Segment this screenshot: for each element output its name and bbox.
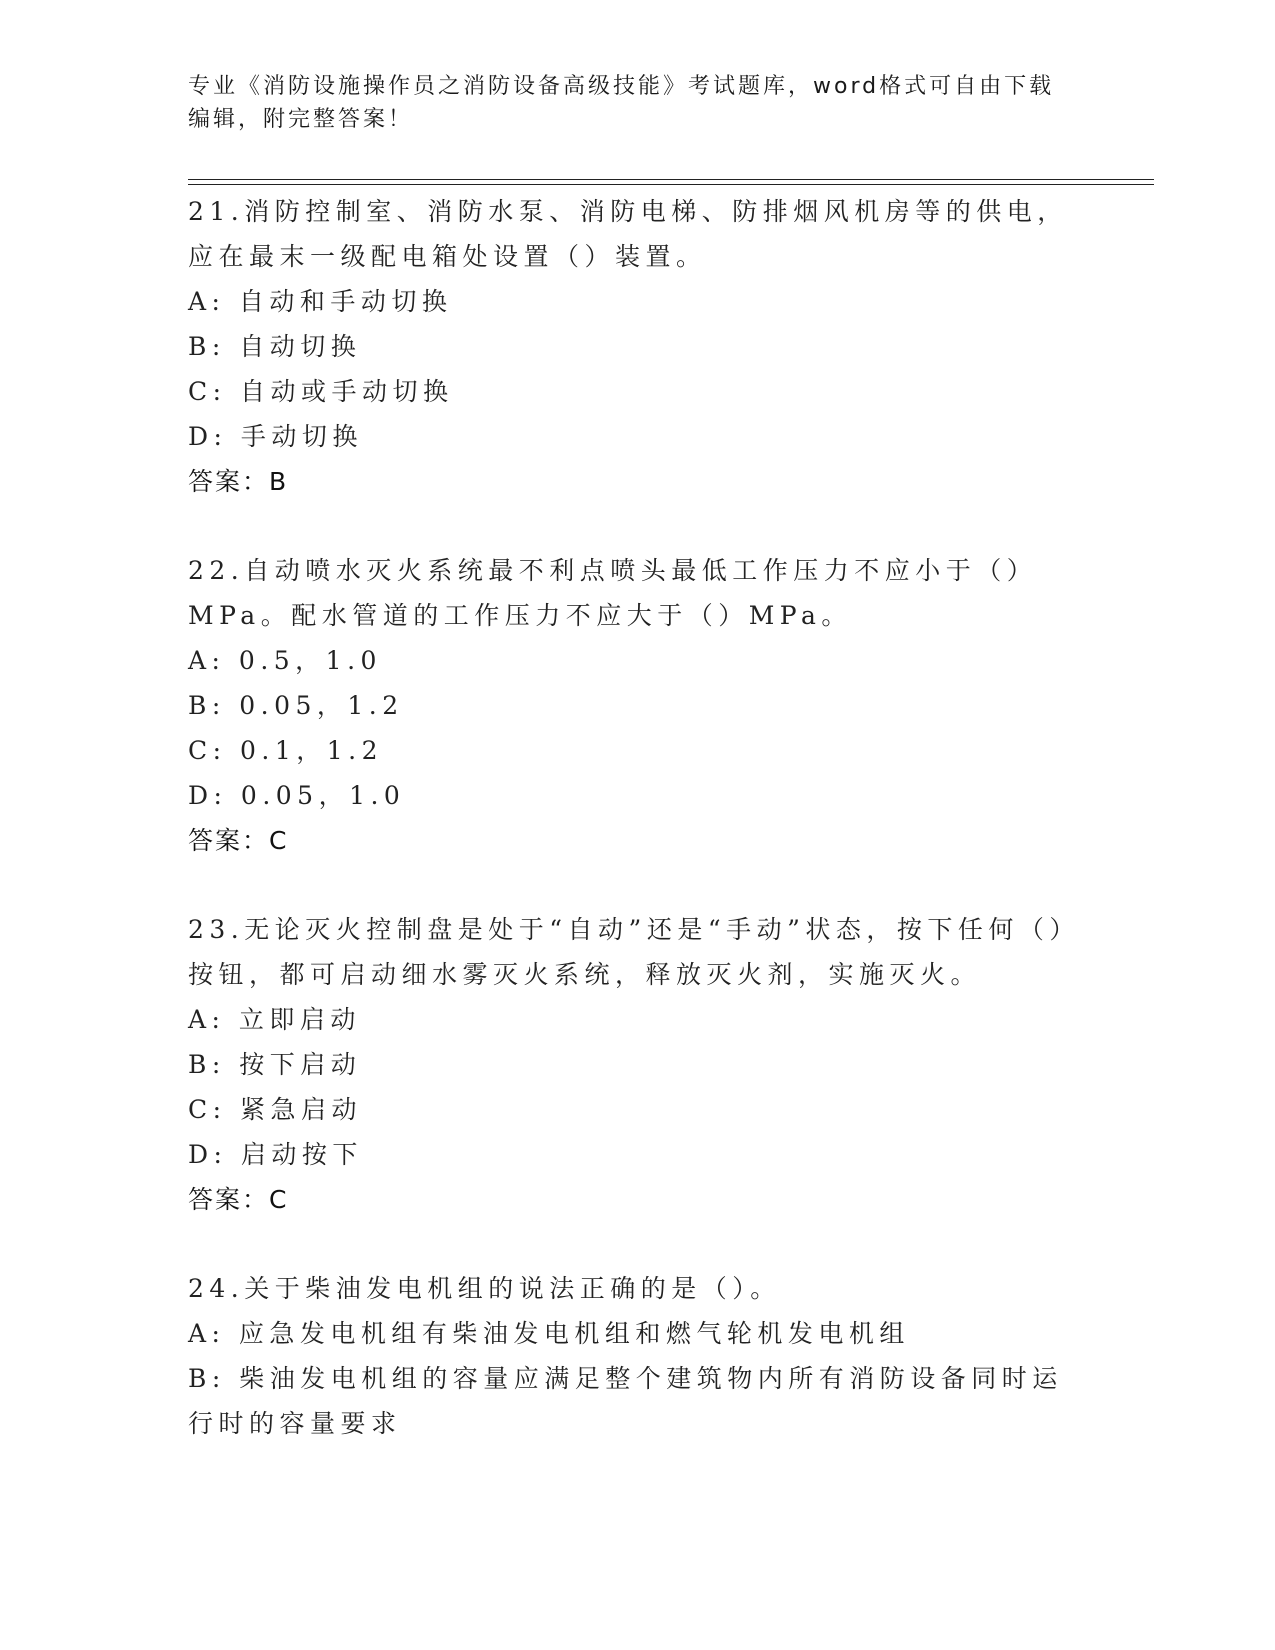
answer-line: 答案：B [188,467,289,496]
question-stem: 21.消防控制室、消防水泵、消防电梯、防排烟风机房等的供电，应在最末一级配电箱处设置（）装置。 [188,197,1068,271]
option-a: A: 自动和手动切换 [188,287,453,316]
option-a: A: 立即启动 [188,1005,361,1034]
option-c: C: 紧急启动 [188,1095,362,1124]
document-header: 专业《消防设施操作员之消防设备高级技能》考试题库，word格式可自由下载编辑，附完整答案！ [188,74,1055,132]
question-stem: 24.关于柴油发电机组的说法正确的是（）。 [188,1274,781,1303]
option-b: B: 0.05，1.2 [188,691,404,720]
question-stem: 23.无论灭火控制盘是处于“自动”还是“手动”状态，按下任何（）按钮，都可启动细水雾灭火系统，释放灭火剂，实施灭火。 [188,915,1080,989]
option-c: C: 0.1，1.2 [188,736,384,765]
option-d: D: 0.05，1.0 [188,781,406,810]
option-b: B: 按下启动 [188,1050,362,1079]
option-a: A: 应急发电机组有柴油发电机组和燃气轮机发电机组 [188,1319,910,1348]
option-c: C: 自动或手动切换 [188,377,454,406]
header-divider-top [188,179,1154,180]
answer-line: 答案：C [188,826,289,855]
answer-line: 答案：C [188,1185,289,1214]
question-22 [188,548,1088,863]
question-23 [188,907,1088,1222]
option-d: D: 启动按下 [188,1140,363,1169]
question-list [188,189,1088,1490]
option-b: B: 自动切换 [188,332,362,361]
option-d: D: 手动切换 [188,422,363,451]
question-21 [188,189,1088,504]
question-24 [188,1266,1088,1446]
header-divider-bottom [188,184,1154,185]
option-b: B: 柴油发电机组的容量应满足整个建筑物内所有消防设备同时运行时的容量要求 [188,1364,1063,1438]
question-stem: 22.自动喷水灭火系统最不利点喷头最低工作压力不应小于（）MPa。配水管道的工作压力不应大于（）MPa。 [188,556,1038,630]
option-a: A: 0.5，1.0 [188,646,382,675]
